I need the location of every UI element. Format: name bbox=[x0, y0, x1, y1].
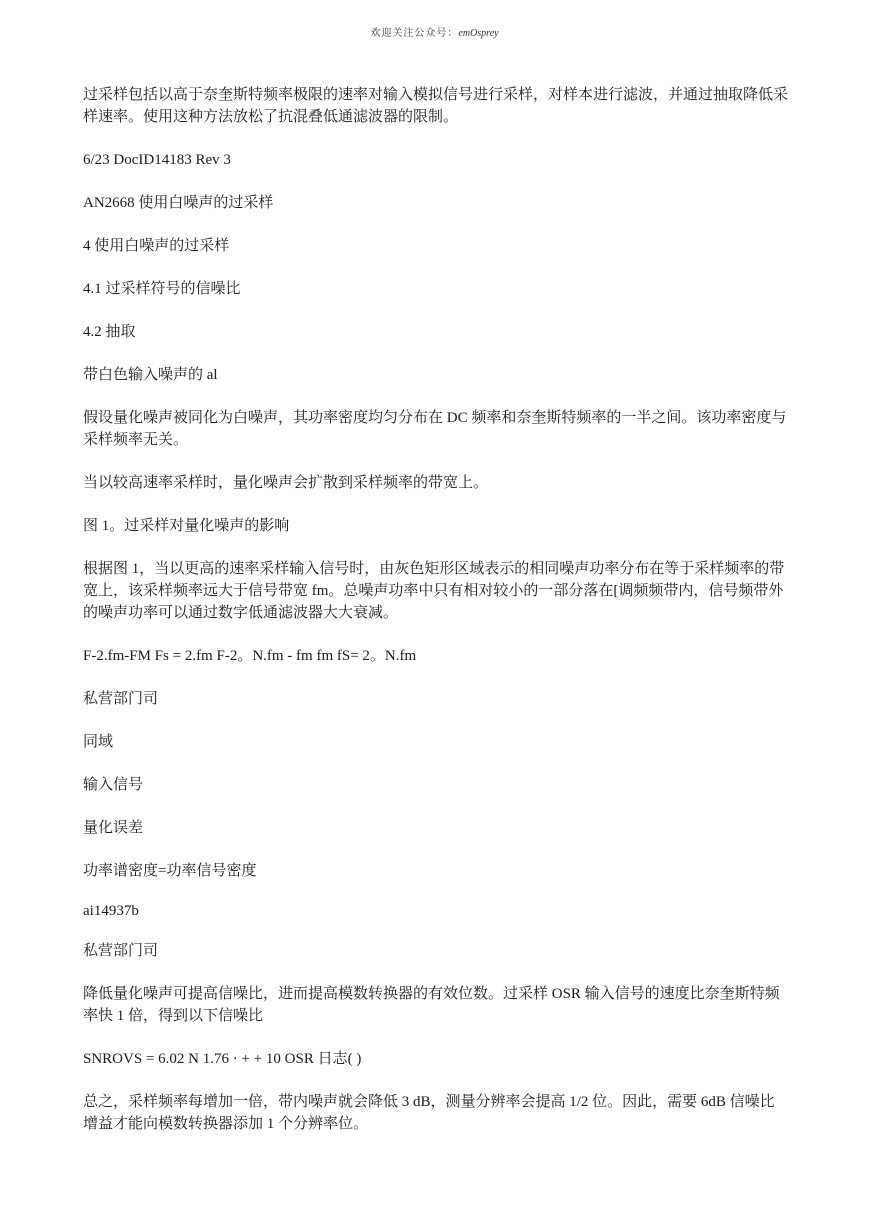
equation-snrovs: SNROVS = 6.02 N 1.76 · + + 10 OSR 日志( ) bbox=[83, 1051, 362, 1067]
figure-axis-labels: F-2.fm-FM Fs = 2.fm F-2。N.fm - fm fm fS= 2。N.fm bbox=[83, 648, 417, 664]
figure-label-4: 量化误差 bbox=[83, 820, 144, 836]
paragraph-snr: 降低量化噪声可提高信噪比，进而提高模数转换器的有效位数。过采样 OSR 输入信号的速度比奈奎斯特频率快 1 倍，得到以下信噪比 bbox=[83, 986, 780, 1024]
section-heading-4-1: 4.1 过采样符号的信噪比 bbox=[83, 281, 241, 297]
figure-label-6: 私营部门司 bbox=[83, 943, 159, 959]
doc-title-line: AN2668 使用白噪声的过采样 bbox=[83, 195, 274, 211]
page-header bbox=[0, 24, 869, 39]
subheading-white-noise: 带白色输入噪声的 al bbox=[83, 367, 218, 383]
paragraph-figure-description: 根据图 1，当以更高的速率采样输入信号时，由灰色矩形区域表示的相同噪声功率分布在等于采样频率的带宽上，该采样频率远大于信号带宽 fm。总噪声功率中只有相对较小的一部分落在[调频频带内，信号频带外的噪声功率可以通过数字低通滤波器大大衰减。 bbox=[83, 561, 785, 621]
header-account: emOsprey bbox=[458, 28, 499, 39]
paragraph-intro: 过采样包括以高于奈奎斯特频率极限的速率对输入模拟信号进行采样，对样本进行滤波，并通过抽取降低采样速率。使用这种方法放松了抗混叠低通滤波器的限制。 bbox=[83, 87, 789, 125]
paragraph-conclusion: 总之，采样频率每增加一倍，带内噪声就会降低 3 dB，测量分辨率会提高 1/2 位。因此，需要 6dB 信噪比增益才能向模数转换器添加 1 个分辨率位。 bbox=[83, 1094, 775, 1132]
figure-label-2: 同域 bbox=[83, 734, 114, 750]
document-body bbox=[83, 84, 788, 1156]
figure-label-5: 功率谱密度=功率信号密度 bbox=[83, 863, 257, 879]
section-heading-4-2: 4.2 抽取 bbox=[83, 324, 136, 340]
figure-label-3: 输入信号 bbox=[83, 777, 144, 793]
paragraph-assumption: 假设量化噪声被同化为白噪声，其功率密度均匀分布在 DC 频率和奈奎斯特频率的一半之间。该功率密度与采样频率无关。 bbox=[83, 410, 787, 448]
figure-label-1: 私营部门司 bbox=[83, 691, 159, 707]
figure-id: ai14937b bbox=[83, 903, 139, 919]
doc-id-line: 6/23 DocID14183 Rev 3 bbox=[83, 152, 231, 168]
figure-caption: 图 1。过采样对量化噪声的影响 bbox=[83, 518, 290, 534]
paragraph-spread: 当以较高速率采样时，量化噪声会扩散到采样频率的带宽上。 bbox=[83, 475, 489, 491]
section-heading-4: 4 使用白噪声的过采样 bbox=[83, 238, 230, 254]
header-label: 欢迎关注公众号： bbox=[370, 28, 459, 39]
